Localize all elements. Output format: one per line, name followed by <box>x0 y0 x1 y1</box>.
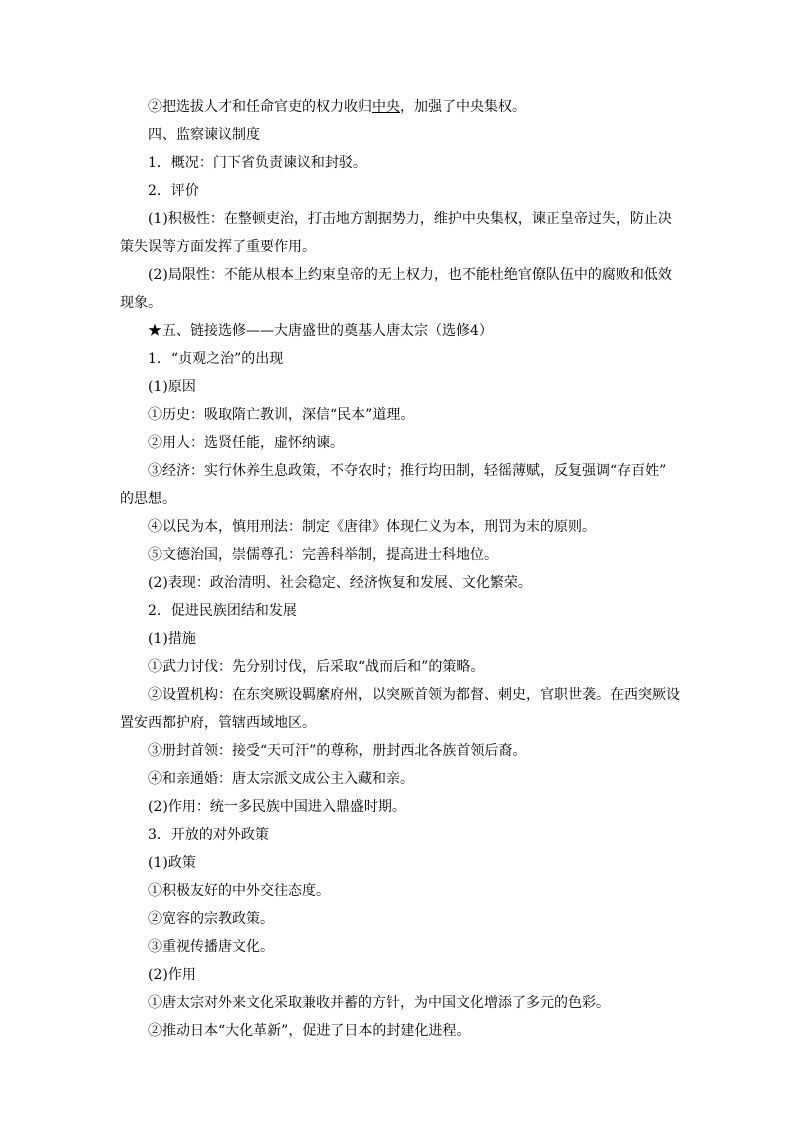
paragraph-positive: (1)积极性：在整顿吏治，打击地方割据势力，维护中央集权，谏正皇帝过失，防止决 <box>148 211 672 227</box>
document-page <box>120 93 680 1045</box>
subheading-policy: (1)政策 <box>148 855 196 871</box>
paragraph-manifestation: (2)表现：政治清明、社会稳定、经济恢复和发展、文化繁荣。 <box>148 575 532 591</box>
text-segment: ，加强了中央集权。 <box>400 99 526 115</box>
list-item-military: ①武力讨伐：先分别讨伐，后采取“战而后和”的策略。 <box>148 659 485 675</box>
paragraph-effect-ethnic: (2)作用：统一多民族中国进入鼎盛时期。 <box>148 799 406 815</box>
list-item-diverse: ①唐太宗对外来文化采取兼收并蓄的方针，为中国文化增添了多元的色彩。 <box>148 995 610 1011</box>
subheading-evaluation: 2．评价 <box>148 183 199 199</box>
list-item-history: ①历史：吸取隋亡教训，深信“民本”道理。 <box>148 407 415 423</box>
list-item-economy: ③经济：实行休养生息政策，不夺农时；推行均田制，轻徭薄赋，反复强调“存百姓” <box>148 463 667 479</box>
subheading-zhenguan: 1．“贞观之治”的出现 <box>148 351 284 367</box>
paragraph-centralization <box>120 93 680 121</box>
list-item-friendly: ①积极友好的中外交往态度。 <box>148 883 330 899</box>
section-heading-supervision: 四、监察谏议制度 <box>148 127 260 143</box>
list-item-marriage: ④和亲通婚：唐太宗派文成公主入藏和亲。 <box>148 771 414 787</box>
paragraph-positive-cont: 策失误等方面发挥了重要作用。 <box>120 239 316 255</box>
list-item-institutions: ②设置机构：在东突厥设羁縻府州，以突厥首领为都督、刺史，官职世袭。在西突厥设 <box>148 687 680 703</box>
text-segment: ②把选拔人才和任命官吏的权力收归 <box>148 99 372 115</box>
subheading-measures: (1)措施 <box>148 631 196 647</box>
list-item-culture: ⑤文德治国，崇儒尊孔：完善科举制，提高进士科地位。 <box>148 547 498 563</box>
list-item-economy-cont: 的思想。 <box>120 491 176 507</box>
list-item-institutions-cont: 置安西都护府，管辖西域地区。 <box>120 715 316 731</box>
section-heading-tang-taizong: ★五、链接选修——大唐盛世的奠基人唐太宗（选修4） <box>148 323 493 339</box>
list-item-law: ④以民为本，慎用刑法：制定《唐律》体现仁义为本，刑罚为末的原则。 <box>148 519 596 535</box>
subheading-foreign-policy: 3．开放的对外政策 <box>148 827 269 843</box>
list-item-personnel: ②用人：选贤任能，虚怀纳谏。 <box>148 435 344 451</box>
list-item-religion: ②宽容的宗教政策。 <box>148 911 274 927</box>
paragraph-limitation-cont: 现象。 <box>120 295 162 311</box>
list-item-japan: ②推动日本“大化革新”，促进了日本的封建化进程。 <box>148 1023 471 1039</box>
paragraph-limitation: (2)局限性：不能从根本上约束皇帝的无上权力，也不能杜绝官僚队伍中的腐败和低效 <box>148 267 672 283</box>
list-item-spread-culture: ③重视传播唐文化。 <box>148 939 274 955</box>
underlined-term: 中央 <box>372 99 400 115</box>
list-item-titles: ③册封首领：接受“天可汗”的尊称，册封西北各族首领后裔。 <box>148 743 527 759</box>
paragraph-overview: 1．概况：门下省负责谏议和封驳。 <box>148 155 367 171</box>
subheading-ethnic-unity: 2．促进民族团结和发展 <box>148 603 297 619</box>
subheading-effect: (2)作用 <box>148 967 196 983</box>
subheading-causes: (1)原因 <box>148 379 196 395</box>
